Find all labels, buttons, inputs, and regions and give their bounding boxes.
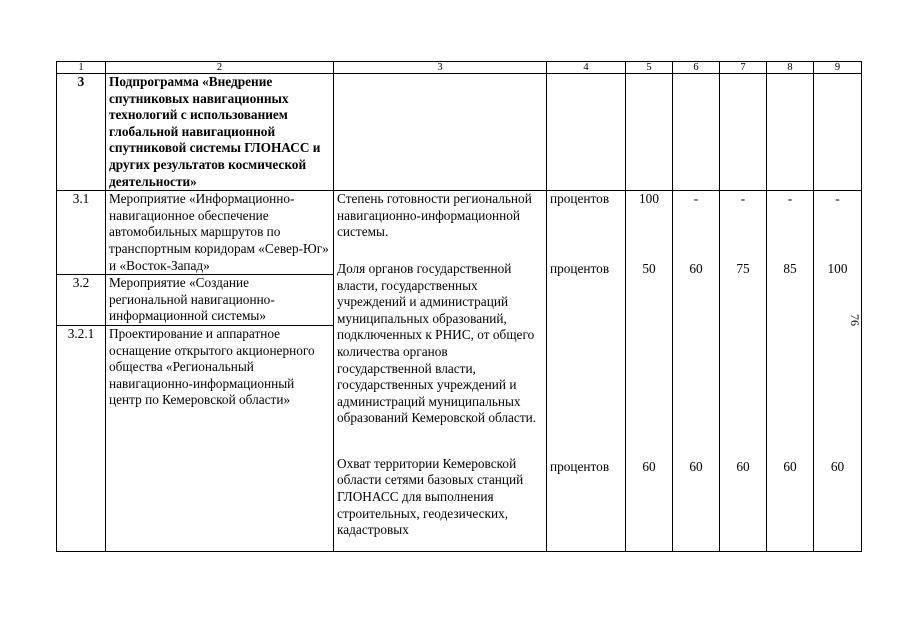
section-title: Подпрограмма «Внедрение спутниковых навигационных технологий с использованием глобальной навигационной спутниковой системы ГЛОНАСС и других результатов космической деятельности» xyxy=(106,74,334,191)
col-header-4: 4 xyxy=(547,62,626,74)
row-name: Проектирование и аппаратное оснащение открытого акционерного общества «Региональный навигационно-информационный центр по Кемеровской области» xyxy=(106,325,334,551)
value-col-6 xyxy=(673,191,720,552)
col-header-1: 1 xyxy=(57,62,106,74)
row-number: 3.2 xyxy=(57,275,106,326)
col-header-7: 7 xyxy=(720,62,767,74)
empty-cell xyxy=(720,74,767,191)
section-number: 3 xyxy=(57,74,106,191)
value-cell: - xyxy=(787,191,793,207)
value-cell: 60 xyxy=(830,459,845,475)
indicator-text: Степень готовности региональной навигационно-информационной системы. xyxy=(337,191,532,240)
value-cell: 60 xyxy=(689,459,703,475)
value-cell: 60 xyxy=(783,459,797,475)
table-row xyxy=(57,191,862,275)
value-cell: 50 xyxy=(642,260,656,276)
empty-cell xyxy=(673,74,720,191)
value-cell: 100 xyxy=(639,191,659,207)
program-table xyxy=(56,61,862,552)
empty-cell xyxy=(334,74,547,191)
indicator-text: Доля органов государственной власти, государственных учреждений и администраций муниципальных образований, подключенных к РНИС, от общего количества органов государственной власти, государственных учреждений и администраций муниципальных образований Кемеровской области. xyxy=(337,260,537,426)
section-row xyxy=(57,74,862,191)
empty-cell xyxy=(626,74,673,191)
empty-cell xyxy=(814,74,862,191)
col-header-6: 6 xyxy=(673,62,720,74)
units-cell xyxy=(547,191,626,552)
unit-label: процентов xyxy=(550,260,610,276)
col-header-9: 9 xyxy=(814,62,862,74)
empty-cell xyxy=(547,74,626,191)
row-number: 3.2.1 xyxy=(57,325,106,551)
col-header-3: 3 xyxy=(334,62,547,74)
col-header-8: 8 xyxy=(767,62,814,74)
value-cell: 85 xyxy=(783,260,797,276)
indicators-cell xyxy=(334,191,547,552)
unit-label: процентов xyxy=(550,191,610,207)
indicator-text: Охват территории Кемеровской области сетями базовых станций ГЛОНАСС для выполнения строительных, геодезических, кадастровых xyxy=(337,455,524,538)
page-number: 76 xyxy=(848,314,862,326)
value-cell: 60 xyxy=(736,459,750,475)
col-header-5: 5 xyxy=(626,62,673,74)
column-numbers-row xyxy=(57,62,862,74)
value-cell: - xyxy=(740,191,746,207)
row-name: Мероприятие «Создание региональной навигационно-информационной системы» xyxy=(106,275,334,326)
value-cell: 60 xyxy=(642,459,656,475)
value-cell: 75 xyxy=(736,260,750,276)
row-number: 3.1 xyxy=(57,191,106,275)
value-col-9 xyxy=(814,191,862,552)
value-cell: 60 xyxy=(689,260,703,276)
value-cell: - xyxy=(835,191,840,207)
value-cell: - xyxy=(693,191,699,207)
value-col-5 xyxy=(626,191,673,552)
row-name: Мероприятие «Информационно-навигационное обеспечение автомобильных маршрутов по транспортным коридорам «Север-Юг» и «Восток-Запад» xyxy=(106,191,334,275)
empty-cell xyxy=(767,74,814,191)
unit-label: процентов xyxy=(550,459,610,475)
value-cell: 100 xyxy=(827,260,848,276)
value-col-8 xyxy=(767,191,814,552)
value-col-7 xyxy=(720,191,767,552)
col-header-2: 2 xyxy=(106,62,334,74)
